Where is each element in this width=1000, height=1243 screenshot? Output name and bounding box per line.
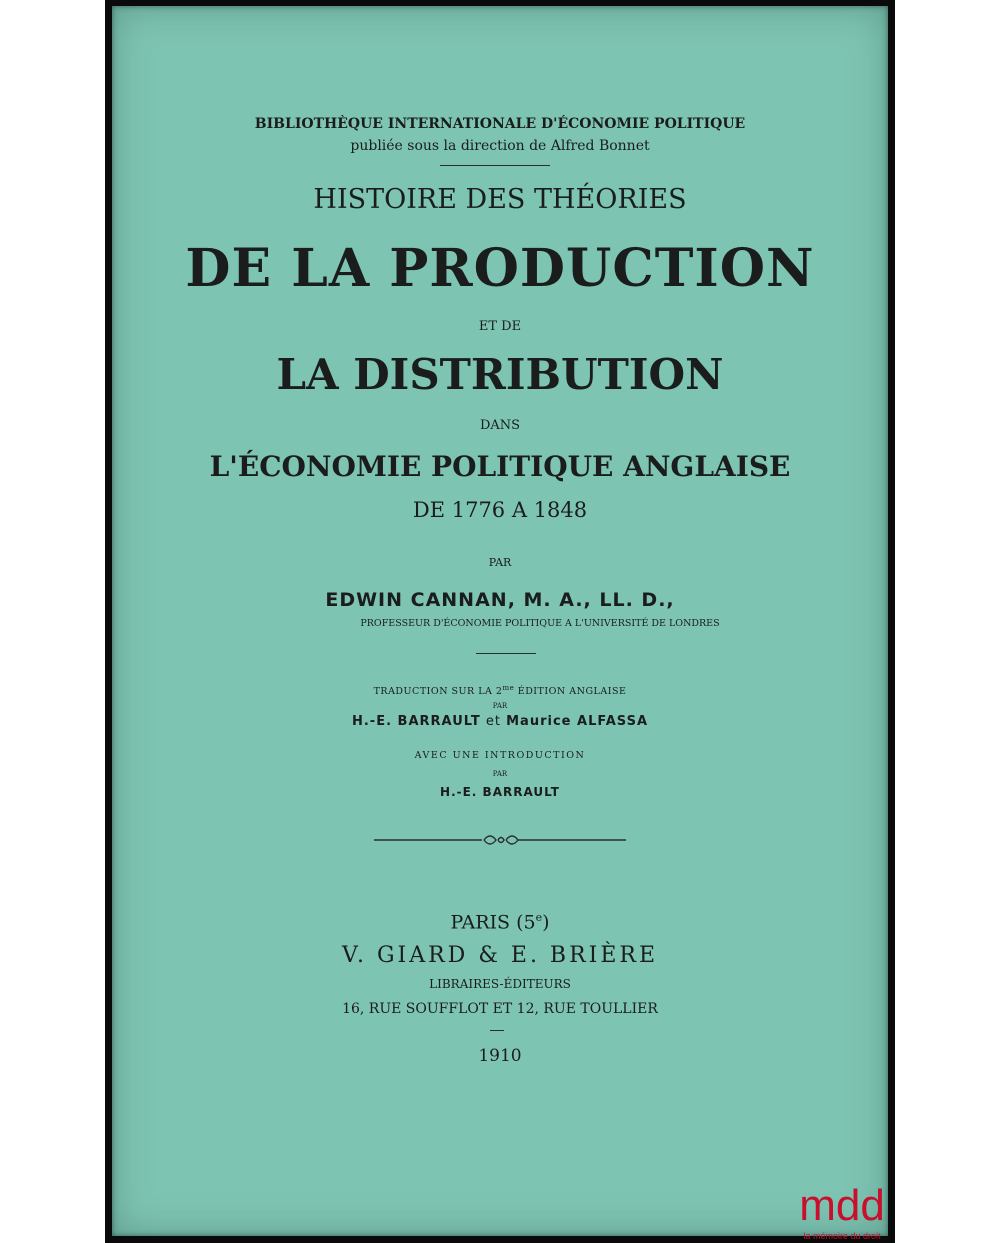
series-rule — [440, 165, 550, 166]
translation-sup: me — [502, 684, 515, 692]
series-title: BIBLIOTHÈQUE INTERNATIONALE D'ÉCONOMIE POLITIQUE — [254, 116, 746, 132]
series-editor: publiée sous la direction de Alfred Bonnet — [350, 138, 650, 154]
publisher-city — [112, 911, 888, 933]
translators — [112, 714, 888, 729]
author-by: PAR — [488, 556, 512, 569]
ornament-divider — [374, 830, 626, 850]
mdd-logo — [792, 1176, 892, 1243]
title-line-1: HISTOIRE DES THÉORIES — [313, 184, 687, 215]
translator-a: H.-E. BARRAULT — [351, 714, 481, 729]
mdd-tagline: la mémoire du droit — [803, 1231, 881, 1241]
title-line-3: LA DISTRIBUTION — [276, 350, 724, 399]
city-sup: e — [535, 911, 543, 924]
translation-text-post: ÉDITION ANGLAISE — [514, 686, 627, 698]
translator-and: et — [480, 714, 507, 729]
title-line-5: DE 1776 A 1848 — [412, 498, 588, 522]
author-name: EDWIN CANNAN, M. A., LL. D., — [325, 589, 675, 611]
city-post: ) — [542, 911, 550, 934]
intro-line: AVEC UNE INTRODUCTION — [414, 750, 586, 761]
translation-by: PAR — [492, 702, 508, 710]
book-cover — [112, 6, 888, 1236]
title-line-2: DE LA PRODUCTION — [185, 238, 815, 299]
publication-year: 1910 — [478, 1046, 522, 1066]
title-line-4: L'ÉCONOMIE POLITIQUE ANGLAISE — [209, 450, 791, 483]
author-rule — [476, 653, 536, 654]
translation-text-pre: TRADUCTION SUR LA 2 — [373, 686, 503, 698]
publisher-role: LIBRAIRES-ÉDITEURS — [429, 977, 571, 991]
city-pre: PARIS (5 — [450, 911, 536, 934]
author-affiliation: PROFESSEUR D'ÉCONOMIE POLITIQUE A L'UNIVERSITÉ DE LONDRES — [360, 618, 720, 629]
intro-author: H.-E. BARRAULT — [440, 785, 560, 799]
translator-b: Maurice ALFASSA — [506, 714, 649, 729]
publisher-name: V. GIARD & E. BRIÈRE — [341, 943, 659, 968]
publisher-rule — [490, 1030, 504, 1031]
intro-by: PAR — [492, 770, 508, 778]
publisher-address: 16, RUE SOUFFLOT ET 12, RUE TOULLIER — [342, 1001, 658, 1017]
title-connector-2: DANS — [479, 418, 521, 433]
title-connector-1: ET DE — [478, 319, 522, 334]
translation-line — [112, 684, 888, 697]
mdd-logo-text: mdd — [799, 1181, 885, 1230]
